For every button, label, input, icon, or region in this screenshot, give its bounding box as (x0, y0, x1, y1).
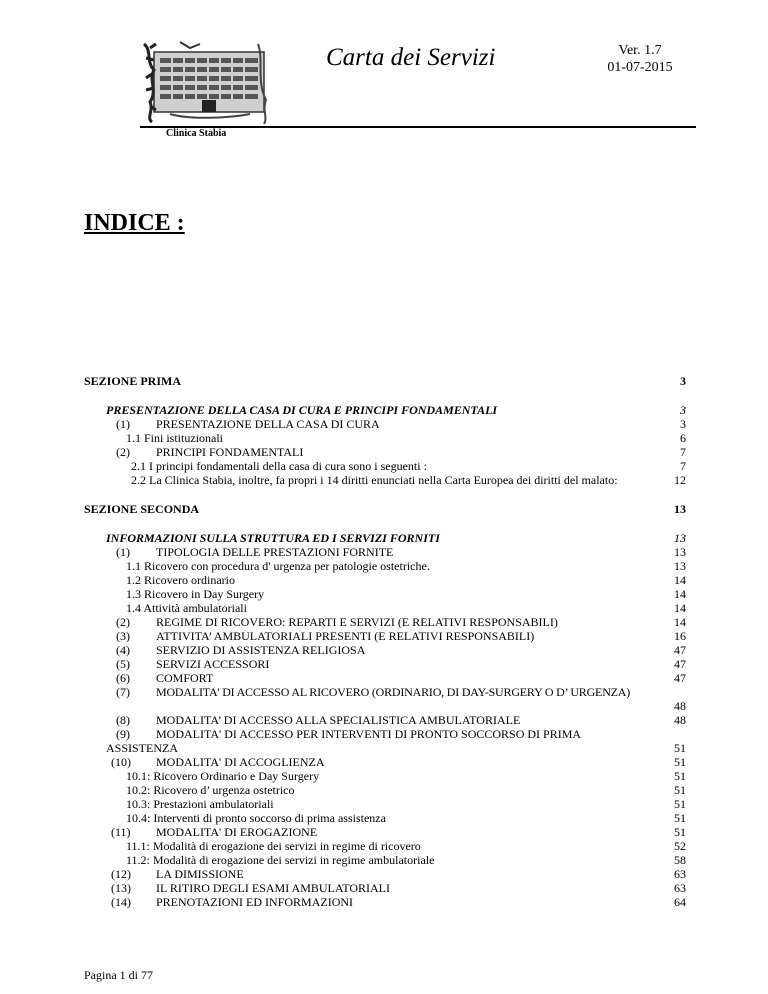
toc-entry[interactable] (0, 727, 768, 742)
toc-entry-page: 3 (680, 403, 686, 417)
toc-entry-number: (1) (116, 545, 130, 559)
toc-entry[interactable] (0, 643, 768, 658)
toc-entry-number: (14) (111, 895, 131, 909)
toc-entry-text: MODALITA' DI EROGAZIONE (156, 825, 318, 839)
toc-entry-text: SERVIZIO DI ASSISTENZA RELIGIOSA (156, 643, 366, 657)
toc-entry-page: 16 (674, 629, 686, 643)
toc-entry-page: 47 (674, 657, 686, 671)
toc-entry-number: (8) (116, 713, 130, 727)
toc-entry[interactable] (0, 559, 768, 574)
toc-entry-page: 14 (674, 587, 686, 601)
toc-entry-text: 1.4 Attività ambulatoriali (126, 601, 247, 615)
toc-entry-text: 10.3: Prestazioni ambulatoriali (126, 797, 274, 811)
page-footer: Pagina 1 di 77 (84, 968, 153, 982)
toc-entry[interactable] (0, 825, 768, 840)
toc-entry-text: COMFORT (156, 671, 214, 685)
toc-entry[interactable] (0, 895, 768, 910)
toc-entry-page: 47 (674, 671, 686, 685)
toc-entry[interactable] (0, 573, 768, 588)
toc-entry[interactable] (0, 445, 768, 460)
toc-entry[interactable] (0, 374, 768, 389)
version-date: 01-07-2015 (607, 60, 673, 75)
toc-entry-page: 51 (674, 741, 686, 755)
toc-entry[interactable] (0, 417, 768, 432)
toc-entry-page: 3 (680, 374, 686, 388)
toc-entry-page: 47 (674, 643, 686, 657)
toc-entry-text: ASSISTENZA (106, 741, 179, 755)
toc-entry[interactable] (0, 867, 768, 882)
toc-entry-text: MODALITA' DI ACCESSO AL RICOVERO (ORDINARIO, DI DAY-SURGERY O D’ URGENZA) (156, 685, 631, 699)
toc-entry[interactable] (0, 587, 768, 602)
toc-entry-page: 51 (674, 755, 686, 769)
toc-entry[interactable] (0, 531, 768, 546)
toc-entry[interactable] (0, 797, 768, 812)
toc-entry-page: 7 (680, 459, 686, 473)
toc-entry[interactable] (0, 459, 768, 474)
toc-entry-number: (7) (116, 685, 130, 699)
toc-entry-text: 11.2: Modalità di erogazione dei servizi in regime ambulatoriale (126, 853, 435, 867)
toc-entry-page: 14 (674, 601, 686, 615)
toc-entry-text: 1.1 Ricovero con procedura d' urgenza per patologie ostetriche. (126, 559, 430, 573)
toc-entry-text: 1.3 Ricovero in Day Surgery (126, 587, 265, 601)
toc-entry[interactable] (0, 629, 768, 644)
toc-entry-text: SEZIONE PRIMA (84, 374, 182, 388)
toc-entry[interactable] (0, 755, 768, 770)
toc-entry-text: IL RITIRO DEGLI ESAMI AMBULATORIALI (156, 881, 390, 895)
toc-entry-number: (6) (116, 671, 130, 685)
toc-entry[interactable] (0, 502, 768, 517)
toc-entry-text: 10.1: Ricovero Ordinario e Day Surgery (126, 769, 320, 783)
toc-entry[interactable] (0, 545, 768, 560)
toc-entry-number: (2) (116, 445, 130, 459)
toc-entry-page: 13 (674, 559, 686, 573)
toc-entry[interactable] (0, 657, 768, 672)
toc-entry-page: 51 (674, 811, 686, 825)
toc-entry-page: 12 (674, 473, 686, 487)
toc-entry-number: (11) (111, 825, 131, 839)
toc-entry[interactable] (0, 783, 768, 798)
toc-entry[interactable] (0, 853, 768, 868)
toc-entry-page: 51 (674, 783, 686, 797)
toc-entry-page: 48 (674, 713, 686, 727)
toc-entry-number: (10) (111, 755, 131, 769)
toc-entry-page: 63 (674, 867, 686, 881)
toc-entry-number: (5) (116, 657, 130, 671)
index-heading: INDICE : (84, 210, 185, 236)
toc-entry-text: 1.2 Ricovero ordinario (126, 573, 235, 587)
toc-entry-page: 3 (680, 417, 686, 431)
toc-entry-number: (2) (116, 615, 130, 629)
toc-entry-text: MODALITA’ DI ACCESSO ALLA SPECIALISTICA AMBULATORIALE (156, 713, 521, 727)
toc-entry[interactable] (0, 811, 768, 826)
toc-entry[interactable] (0, 601, 768, 616)
toc-entry-page: 51 (674, 797, 686, 811)
toc-entry[interactable] (0, 839, 768, 854)
toc-entry-page: 52 (674, 839, 686, 853)
toc-entry-text: MODALITA' DI ACCESSO PER INTERVENTI DI PRONTO SOCCORSO DI PRIMA (156, 727, 582, 741)
toc-entry-page: 63 (674, 881, 686, 895)
toc-entry-text: 10.4: Interventi di pronto soccorso di prima assistenza (126, 811, 386, 825)
toc-entry-text: SEZIONE SECONDA (84, 502, 200, 516)
toc-entry-text: INFORMAZIONI SULLA STRUTTURA ED I SERVIZI FORNITI (106, 531, 440, 545)
toc-entry-page: 7 (680, 445, 686, 459)
toc-entry[interactable] (0, 431, 768, 446)
toc-entry-text: LA DIMISSIONE (156, 867, 244, 881)
toc-entry-text: 1.1 Fini istituzionali (126, 431, 224, 445)
toc-entry-page: 64 (674, 895, 686, 909)
toc-entry-number: (12) (111, 867, 131, 881)
toc-entry-text: PRINCIPI FONDAMENTALI (156, 445, 304, 459)
toc-entry-page: 13 (674, 545, 686, 559)
toc-entry[interactable] (0, 403, 768, 418)
toc-entry[interactable] (0, 671, 768, 686)
toc-entry-number: (4) (116, 643, 130, 657)
toc-entry-page: 13 (674, 531, 686, 545)
toc-entry-text: 10.2: Ricovero d’ urgenza ostetrico (126, 783, 295, 797)
toc-entry[interactable] (0, 615, 768, 630)
toc-entry-continuation (0, 741, 768, 756)
toc-entry-text: PRESENTAZIONE DELLA CASA DI CURA (156, 417, 380, 431)
toc-entry-text: PRESENTAZIONE DELLA CASA DI CURA E PRINCIPI FONDAMENTALI (106, 403, 498, 417)
toc-entry[interactable] (0, 473, 768, 488)
toc-entry-page: 48 (674, 699, 686, 713)
toc-entry-page: 51 (674, 769, 686, 783)
toc-entry-page: 14 (674, 615, 686, 629)
toc-entry-page: 51 (674, 825, 686, 839)
toc-entry-text: 2.2 La Clinica Stabia, inoltre, fa propri i 14 diritti enunciati nella Carta Europea dei diritti del malato: (131, 473, 618, 487)
toc-entry-text: 11.1: Modalità di erogazione dei servizi in regime di ricovero (126, 839, 421, 853)
toc-entry-text: REGIME DI RICOVERO: REPARTI E SERVIZI (E RELATIVI RESPONSABILI) (156, 615, 558, 629)
toc-entry-text: ATTIVITA’ AMBULATORIALI PRESENTI (E RELATIVI RESPONSABILI) (156, 629, 535, 643)
toc-entry-text: TIPOLOGIA DELLE PRESTAZIONI FORNITE (156, 545, 394, 559)
toc-entry[interactable] (0, 881, 768, 896)
logo-caption: Clinica Stabia (166, 128, 227, 139)
toc-entry-text: PRENOTAZIONI ED INFORMAZIONI (156, 895, 354, 909)
toc-entry[interactable] (0, 713, 768, 728)
toc-entry-number: (1) (116, 417, 130, 431)
toc-entry-text: 2.1 I principi fondamentali della casa di cura sono i seguenti : (131, 459, 427, 473)
toc-entry-text: SERVIZI ACCESSORI (156, 657, 270, 671)
version-block (600, 42, 680, 76)
clinic-logo-image (140, 40, 273, 124)
document-title: Carta dei Servizi (326, 44, 496, 71)
toc-entry[interactable] (0, 685, 768, 700)
version-label: Ver. 1.7 (618, 43, 662, 58)
toc-entry-page: 14 (674, 573, 686, 587)
toc-entry-number: (9) (116, 727, 130, 741)
toc-entry-page: 6 (680, 431, 686, 445)
toc-entry-text: MODALITA' DI ACCOGLIENZA (156, 755, 325, 769)
toc-entry-number: (3) (116, 629, 130, 643)
toc-entry-number: (13) (111, 881, 131, 895)
toc-entry-page: 13 (674, 502, 686, 516)
toc-entry-page: 58 (674, 853, 686, 867)
toc-entry-continuation (0, 699, 768, 714)
toc-entry[interactable] (0, 769, 768, 784)
